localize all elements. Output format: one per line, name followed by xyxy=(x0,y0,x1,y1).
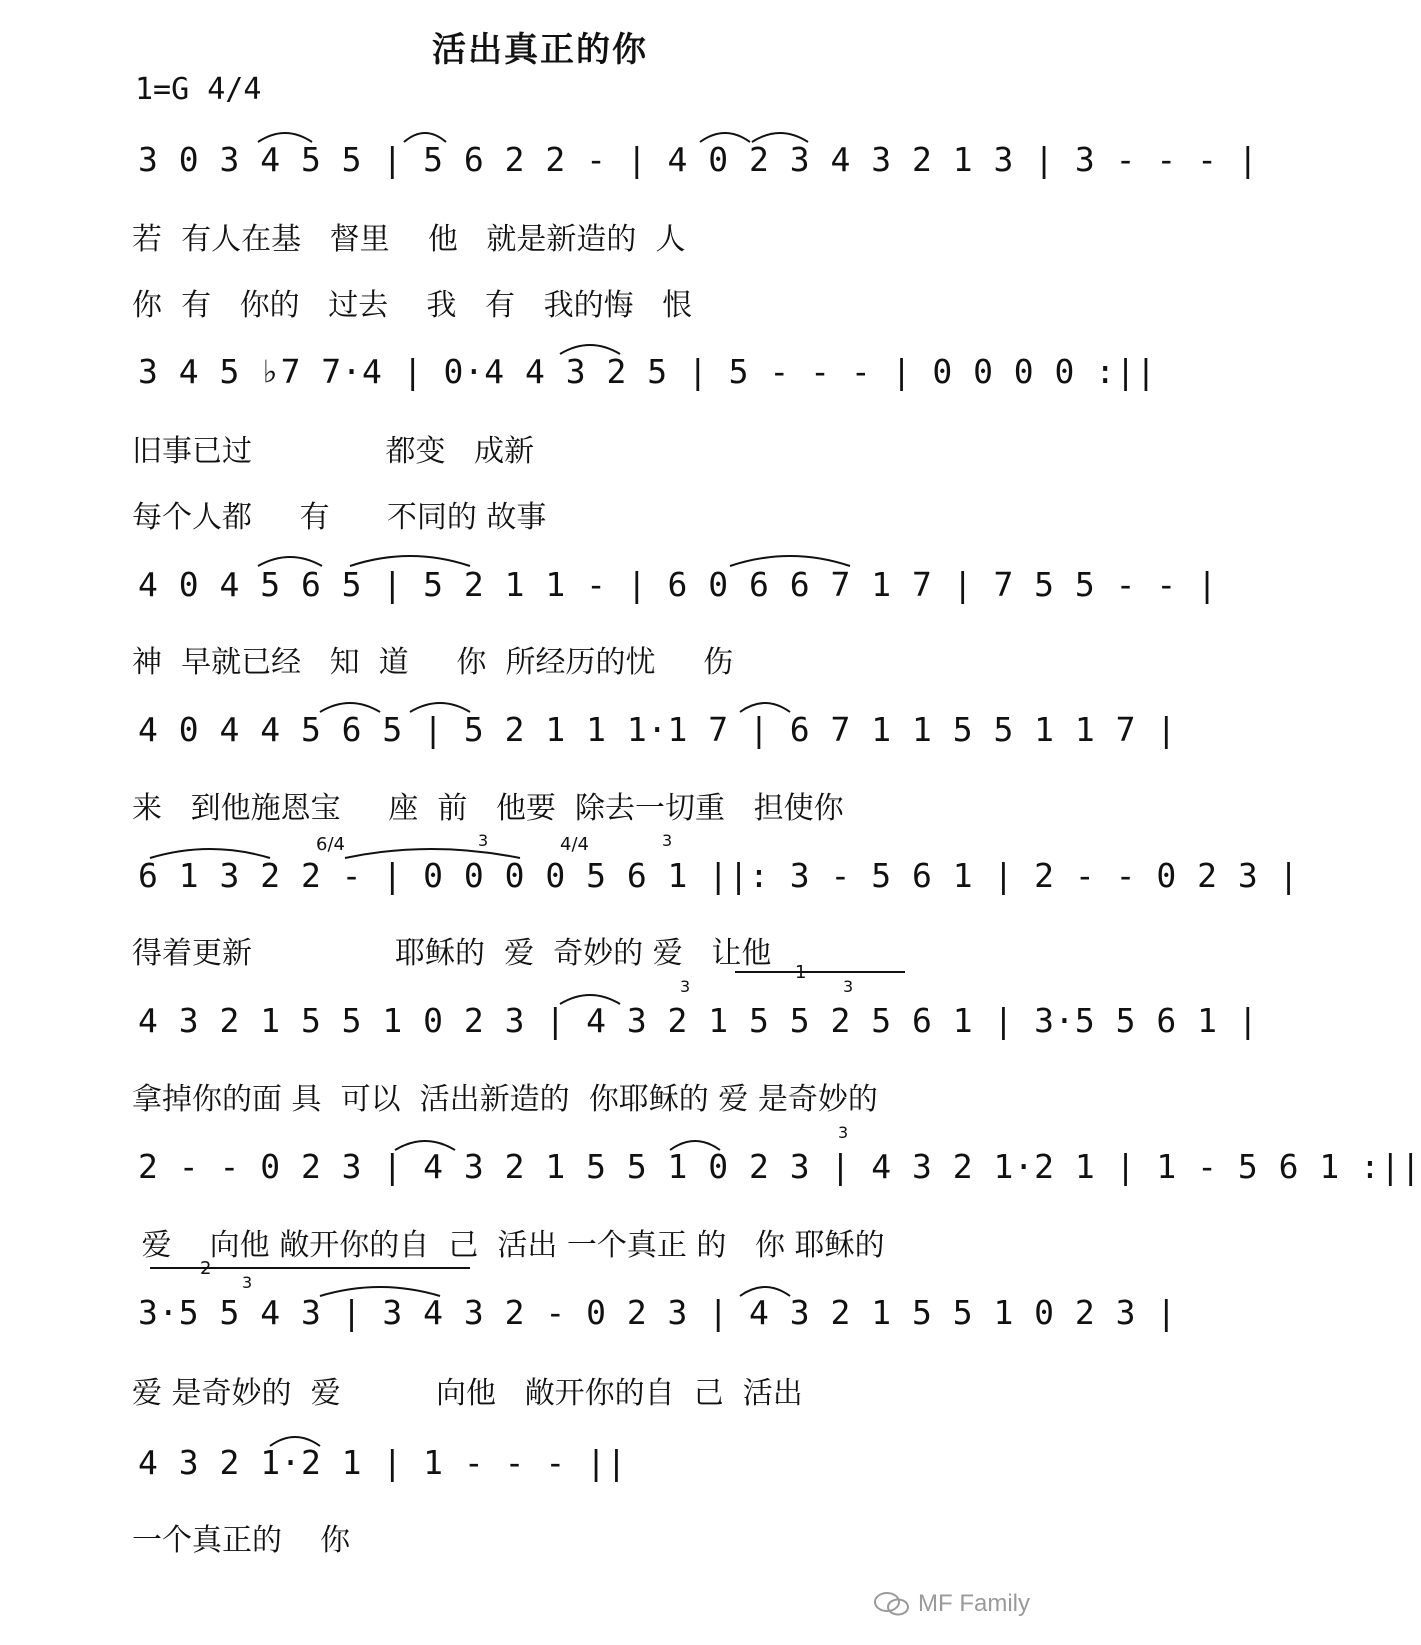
notation-row-4: 4 0 4 4 5 6 5 | 5 2 1 1 1·1 7 | 6 7 1 1 5 5 1 1 7 | xyxy=(138,710,1177,749)
lyric-row-9: 一个真正的 你 xyxy=(132,1523,351,1558)
volta-1-label: 1 xyxy=(795,962,807,983)
triplet-mark: 3 xyxy=(838,1123,849,1142)
lyric-row-6: 拿掉你的面 具 可以 活出新造的 你耶稣的 爱 是奇妙的 xyxy=(132,1082,878,1117)
lyric-row-1-verse-1: 若 有人在基 督里 他 就是新造的 人 xyxy=(132,222,686,257)
watermark-label: MF Family xyxy=(918,1590,1030,1617)
slur-mark xyxy=(320,703,380,712)
triplet-mark: 3 xyxy=(242,1273,253,1292)
triplet-mark: 3 xyxy=(662,831,673,850)
meter-change-6-4: 6/4 xyxy=(316,834,345,855)
slur-mark xyxy=(350,556,470,566)
slur-mark xyxy=(560,995,620,1004)
lyric-row-2-verse-2: 每个人都 有 不同的 故事 xyxy=(132,500,547,535)
notation-row-7: 2 - - 0 2 3 | 4 3 2 1 5 5 1 0 2 3 | 4 3 2 1·2 1 | 1 - 5 6 1 :|| xyxy=(138,1147,1421,1186)
chat-bubbles-icon xyxy=(872,1590,912,1618)
slur-mark xyxy=(740,1287,790,1296)
slur-mark xyxy=(345,849,520,858)
slur-mark xyxy=(258,557,322,566)
slur-mark xyxy=(410,703,470,712)
lyric-row-2-verse-1: 旧事已过 都变 成新 xyxy=(132,434,535,469)
lyric-row-1-verse-2: 你 有 你的 过去 我 有 我的悔 恨 xyxy=(132,288,693,323)
triplet-mark: 3 xyxy=(843,977,854,996)
notation-row-5: 6 1 3 2 2 - | 0 0 0 0 5 6 1 ||: 3 - 5 6 1 | 2 - - 0 2 3 | xyxy=(138,856,1299,895)
key-signature: 1=G 4/4 xyxy=(135,72,262,107)
slur-mark xyxy=(670,1141,720,1150)
slur-mark xyxy=(404,133,446,142)
lyric-row-8: 爱 是奇妙的 爱 向他 敞开你的自 己 活出 xyxy=(132,1376,803,1411)
slur-mark xyxy=(730,556,850,566)
notation-row-8: 3·5 5 4 3 | 3 4 3 2 - 0 2 3 | 4 3 2 1 5 5 1 0 2 3 | xyxy=(138,1293,1177,1332)
meter-change-4-4: 4/4 xyxy=(560,834,589,855)
notation-row-3: 4 0 4 5 6 5 | 5 2 1 1 - | 6 0 6 6 7 1 7 | 7 5 5 - - | xyxy=(138,565,1218,604)
notation-row-2: 3 4 5 ♭7 7·4 | 0·4 4 3 2 5 | 5 - - - | 0 0 0 0 :|| xyxy=(138,352,1157,391)
notation-row-6: 4 3 2 1 5 5 1 0 2 3 | 4 3 2 1 5 5 2 5 6 1 | 3·5 5 6 1 | xyxy=(138,1001,1259,1040)
slur-mark xyxy=(258,133,312,142)
lyric-row-5: 得着更新 耶稣的 爱 奇妙的 爱 让他 xyxy=(132,936,772,971)
triplet-mark: 3 xyxy=(680,977,691,996)
slur-mark xyxy=(560,345,620,354)
lyric-row-4: 来 到他施恩宝 座 前 他要 除去一切重 担使你 xyxy=(132,791,844,826)
slur-mark xyxy=(740,703,790,712)
watermark xyxy=(872,1590,1030,1618)
notation-row-9: 4 3 2 1·2 1 | 1 - - - || xyxy=(138,1443,627,1482)
volta-2-label: 2 xyxy=(200,1258,212,1279)
slur-mark xyxy=(150,849,270,858)
slur-mark xyxy=(700,133,750,142)
lyric-row-3: 神 早就已经 知 道 你 所经历的忧 伤 xyxy=(132,645,734,680)
slur-mark xyxy=(395,1141,455,1150)
song-title: 活出真正的你 xyxy=(432,30,648,70)
triplet-mark: 3 xyxy=(478,831,489,850)
notation-row-1: 3 0 3 4 5 5 | 5 6 2 2 - | 4 0 2 3 4 3 2 1 3 | 3 - - - | xyxy=(138,140,1259,179)
slur-mark xyxy=(752,133,808,142)
slur-mark xyxy=(270,1437,320,1446)
slur-mark xyxy=(320,1287,440,1296)
lyric-row-7: 爱 向他 敞开你的自 己 活出 一个真正 的 你 耶稣的 xyxy=(132,1228,885,1263)
